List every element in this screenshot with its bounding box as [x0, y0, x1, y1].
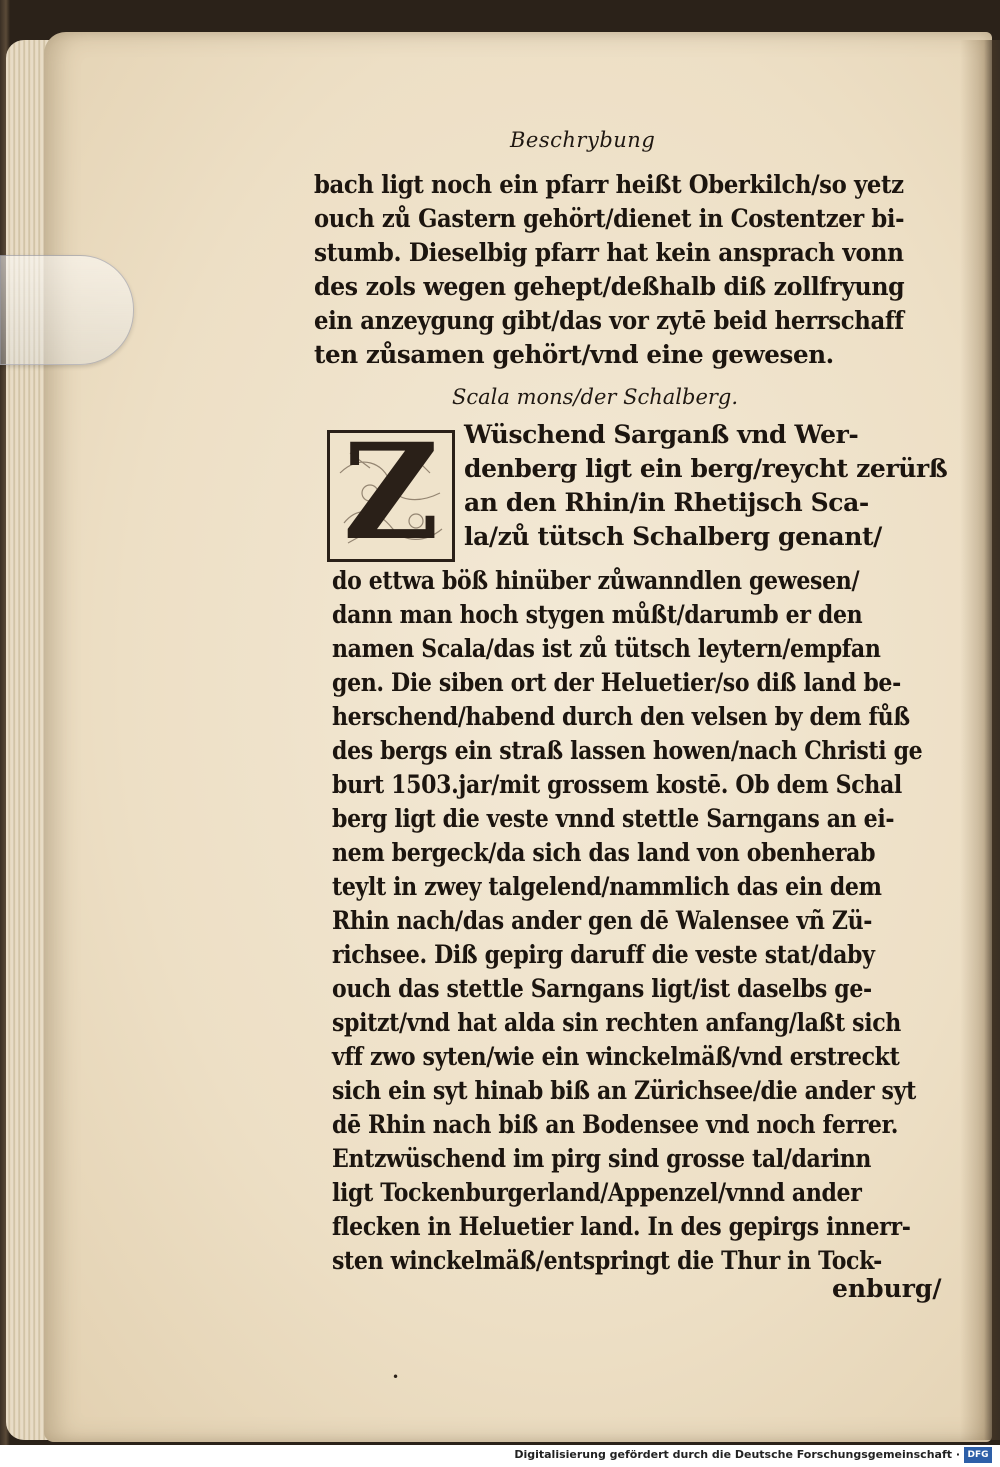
text-line: an den Rhin/in Rhetijsch Sca-: [464, 488, 869, 517]
body-paragraph: [332, 564, 1000, 1278]
text-line: spitzt/vnd hat alda sin rechten anfang/laßt sich: [332, 1008, 901, 1037]
page-clip: [0, 255, 134, 365]
running-head: Beschrybung: [510, 128, 656, 152]
text-line: richsee. Diß gepirg daruff die veste stat/daby: [332, 940, 875, 969]
text-line: burt 1503.jar/mit grossem kostē. Ob dem Schal: [332, 770, 902, 799]
initial-paragraph: [464, 418, 947, 554]
text-line: do ettwa böß hinüber zůwanndlen gewesen/: [332, 566, 860, 595]
text-line: la/zů tütsch Schalberg genant/: [464, 522, 882, 551]
text-line: bach ligt noch ein pfarr heißt Oberkilch/so yetz: [314, 170, 904, 199]
decorated-initial: [327, 415, 455, 570]
text-line: ten zůsamen gehört/vnd eine gewesen.: [314, 340, 834, 369]
text-line: Wüschend Sarganß vnd Wer-: [464, 420, 859, 449]
text-line: herschend/habend durch den velsen by dem fůß: [332, 702, 910, 731]
text-line: denberg ligt ein berg/reycht zerürß: [464, 454, 948, 483]
initial-letter: Z: [342, 415, 440, 570]
text-line: des bergs ein straß lassen howen/nach Christi ge: [332, 736, 923, 765]
text-line: stumb. Dieselbig pfarr hat kein ansprach vonn: [314, 238, 904, 267]
text-line: sten winckelmäß/entspringt die Thur in Tock-: [332, 1246, 882, 1275]
text-line: Entzwüschend im pirg sind grosse tal/darinn: [332, 1144, 872, 1173]
footer-credit: Digitalisierung gefördert durch die Deutsche Forschungsgemeinschaft ·: [514, 1448, 960, 1461]
text-line: dann man hoch stygen můßt/darumb er den: [332, 600, 863, 629]
text-line: Rhin nach/das ander gen dē Walensee vñ Zü-: [332, 906, 873, 935]
dfg-logo-icon[interactable]: DFG: [964, 1447, 992, 1463]
text-line: ouch zů Gastern gehört/dienet in Costentzer bi-: [314, 204, 905, 233]
text-line: dē Rhin nach biß an Bodensee vnd noch ferrer.: [332, 1110, 899, 1139]
text-line: flecken in Heluetier land. In des gepirgs innerr-: [332, 1212, 911, 1241]
text-line: ligt Tockenburgerland/Appenzel/vnnd ander: [332, 1178, 862, 1207]
signature-mark: •: [392, 1370, 400, 1384]
text-line: teylt in zwey talgelend/nammlich das ein dem: [332, 872, 882, 901]
section-heading: Scala mons/der Schalberg.: [452, 385, 739, 409]
text-line: sich ein syt hinab biß an Zürichsee/die ander syt: [332, 1076, 916, 1105]
text-line: vff zwo syten/wie ein winckelmäß/vnd erstreckt: [332, 1042, 900, 1071]
text-line: ouch das stettle Sarngans ligt/ist daselbs ge-: [332, 974, 872, 1003]
top-paragraph: [314, 168, 914, 372]
text-line: nem bergeck/da sich das land von obenherab: [332, 838, 876, 867]
catchword: enburg/: [832, 1274, 942, 1303]
footer-bar: [0, 1445, 1000, 1467]
text-line: namen Scala/das ist zů tütsch leytern/empfan: [332, 634, 881, 663]
text-line: berg ligt die veste vnnd stettle Sarngans an ei-: [332, 804, 895, 833]
text-line: des zols wegen gehept/deßhalb diß zollfryung: [314, 272, 905, 301]
text-line: ein anzeygung gibt/das vor zytē beid herrschaff: [314, 306, 904, 335]
text-line: gen. Die siben ort der Heluetier/so diß land be-: [332, 668, 901, 697]
